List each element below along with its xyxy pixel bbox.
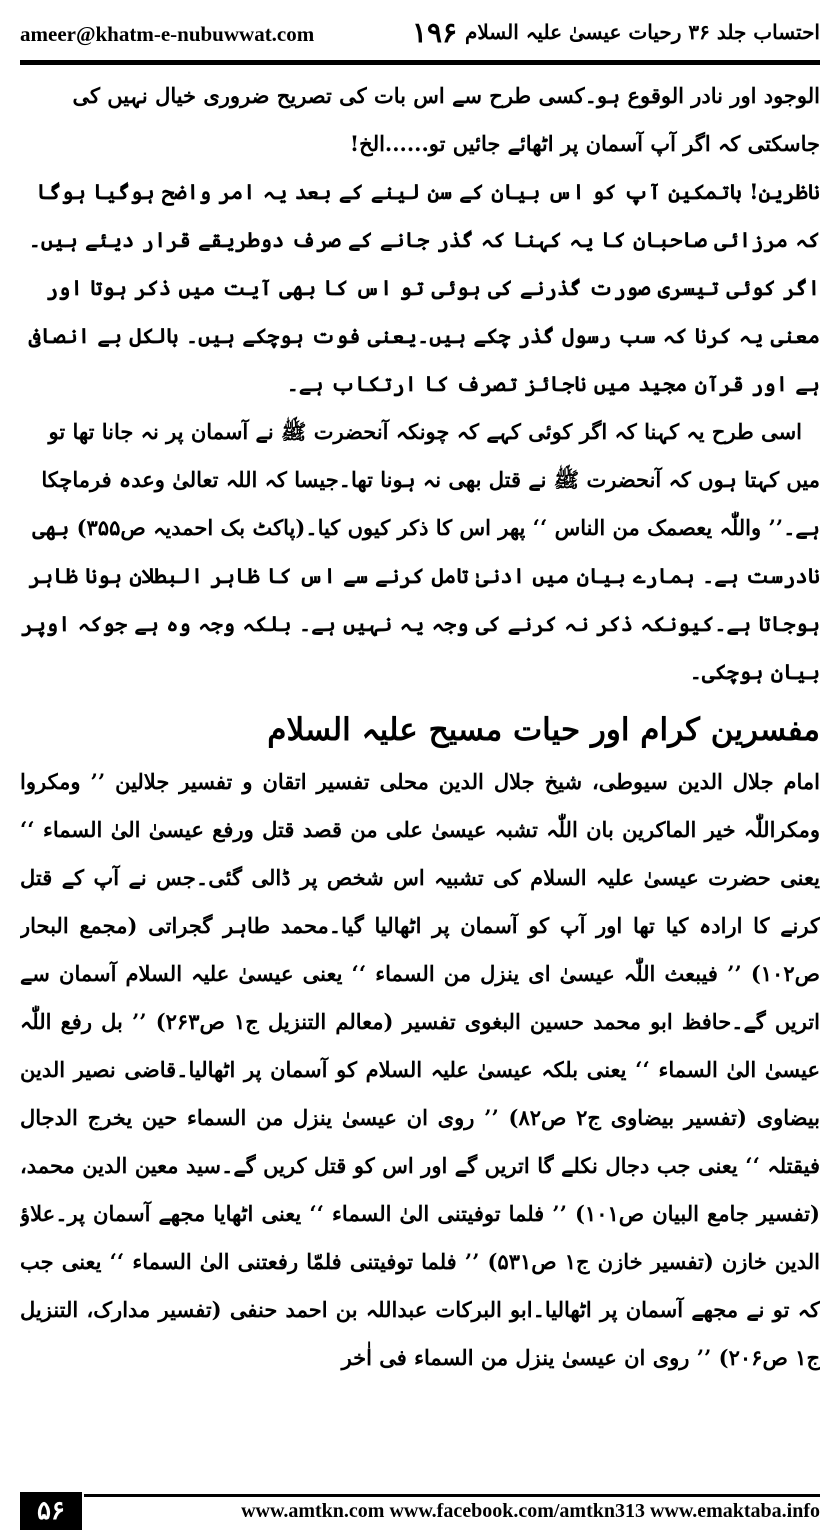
paragraph: الوجود اور نادر الوقوع ہو۔کسی طرح سے اس بات کی تصریح ضروری خیال نہیں کی جاسکتی کہ اگر آپ آسمان پر اٹھائے جائیں تو......الخ! <box>72 83 820 156</box>
paragraph: ناظرین! باتمکین آپ کو اس بیان کے سن لینے کے بعد یہ امر واضح ہوگیا ہوگا کہ مرزائی صاحبان کا یہ کہنا کہ گذر جانے کے صرف دوطریقے قرار دیئے ہیں۔ اگر کوئی تیسری صورت گذرنے کی ہوئی تو اس کا بھی آیت میں ذکر ہوتا اور معنی یہ کرنا کہ سب رسول گذر چکے ہیں۔یعنی فوت ہوچکے ہیں۔ بالکل بے انصافی ہے اور قرآن مجید میں ناجائز تصرف کا ارتکاب ہے۔ <box>28 179 820 396</box>
header-email: ameer@khatm-e-nubuwwat.com <box>20 22 315 46</box>
footer-links: www.amtkn.com www.facebook.com/amtkn313 www.emaktaba.info <box>241 1500 820 1522</box>
page-header <box>20 14 820 58</box>
page-body <box>20 72 820 1480</box>
header-page-number: ۱۹۶ <box>412 16 458 49</box>
paragraph: اسی طرح یہ کہنا کہ اگر کوئی کہے کہ چونکہ آنحضرت ﷺ نے آسمان پر نہ جانا تھا تو میں کہتا ہوں کہ آنحضرت ﷺ نے قتل بھی نہ ہونا تھا۔جیسا کہ اللہ تعالیٰ وعدہ فرماچکا ہے۔’’ واللّٰہ یعصمک من الناس ‘‘ پھر اس کا ذکر کیوں کیا۔(پاکٹ بک احمدیہ ص۳۵۵) بھی نادرست ہے۔ ہمارے بیان میں ادنیٰ تامل کرنے سے اس کا ظاہر البطلان ہونا ظاہر ہوجاتا ہے۔کیونکہ ذکر نہ کرنے کی وجہ یہ نہیں ہے۔ بلکہ وجہ وہ ہے جوکہ اوپر بیان ہوچکی۔ <box>21 419 820 684</box>
header-divider <box>20 60 820 65</box>
page-footer <box>20 1492 820 1530</box>
section-paragraph: امام جلال الدین سیوطی، شیخ جلال الدین محلی تفسیر اتقان و تفسیر جلالین ’’ ومکروا ومکراللّٰہ خیر الماکرین بان اللّٰہ تشبہ عیسیٰ علی من قصد قتل ورفع عیسیٰ الیٰ السماء ‘‘ یعنی حضرت عیسیٰ علیہ السلام کی تشبیہ اس شخص پر ڈالی گئی۔جس نے آپ کے قتل کرنے کا ارادہ کیا تھا اور آپ کو آسمان پر اٹھالیا گیا۔محمد طاہر گجراتی (مجمع البحار ص۱۰۲) ’’ فیبعث اللّٰہ عیسیٰ ای ینزل من السماء ‘‘ یعنی عیسیٰ علیہ السلام آسمان سے اتریں گے۔حافظ ابو محمد حسین البغوی تفسیر (معالم التنزیل ج۱ ص۲۶۳) ’’ بل رفع اللّٰہ عیسیٰ الیٰ السماء ‘‘ یعنی بلکہ عیسیٰ علیہ السلام کو آسمان پر اٹھالیا۔قاضی نصیر الدین بیضاوی (تفسیر بیضاوی ج۲ ص۸۲) ’’ روی ان عیسیٰ ینزل من السماء حین یخرج الدجال فیقتلہ ‘‘ یعنی جب دجال نکلے گا اتریں گے اور اس کو قتل کریں گے۔سید معین الدین محمد، (تفسیر جامع البیان ص۱۰۱) ’’ فلما توفیتنی الیٰ السماء ‘‘ یعنی اٹھایا مجھے آسمان پر۔علاؤ الدین خازن (تفسیر خازن ج۱ ص۵۳۱) ’’ فلما توفیتنی فلمّا رفعتنی الیٰ السماء ‘‘ یعنی جب کہ تو نے مجھے آسمان پر اٹھالیا۔ابو البرکات عبداللہ بن احمد حنفی (تفسیر مدارک، التنزیل ج۱ ص۲۰۶) ’’ روی ان عیسیٰ ینزل من السماء فی اٰخر <box>20 769 820 1370</box>
header-book-title: احتساب جلد ۳۶ رحیات عیسیٰ علیہ السلام <box>464 20 820 44</box>
footer-divider <box>84 1494 820 1497</box>
footer-page-badge: ۵۶ <box>20 1492 82 1530</box>
section-heading: مفسرین کرام اور حیات مسیح علیہ السلام <box>267 712 820 748</box>
